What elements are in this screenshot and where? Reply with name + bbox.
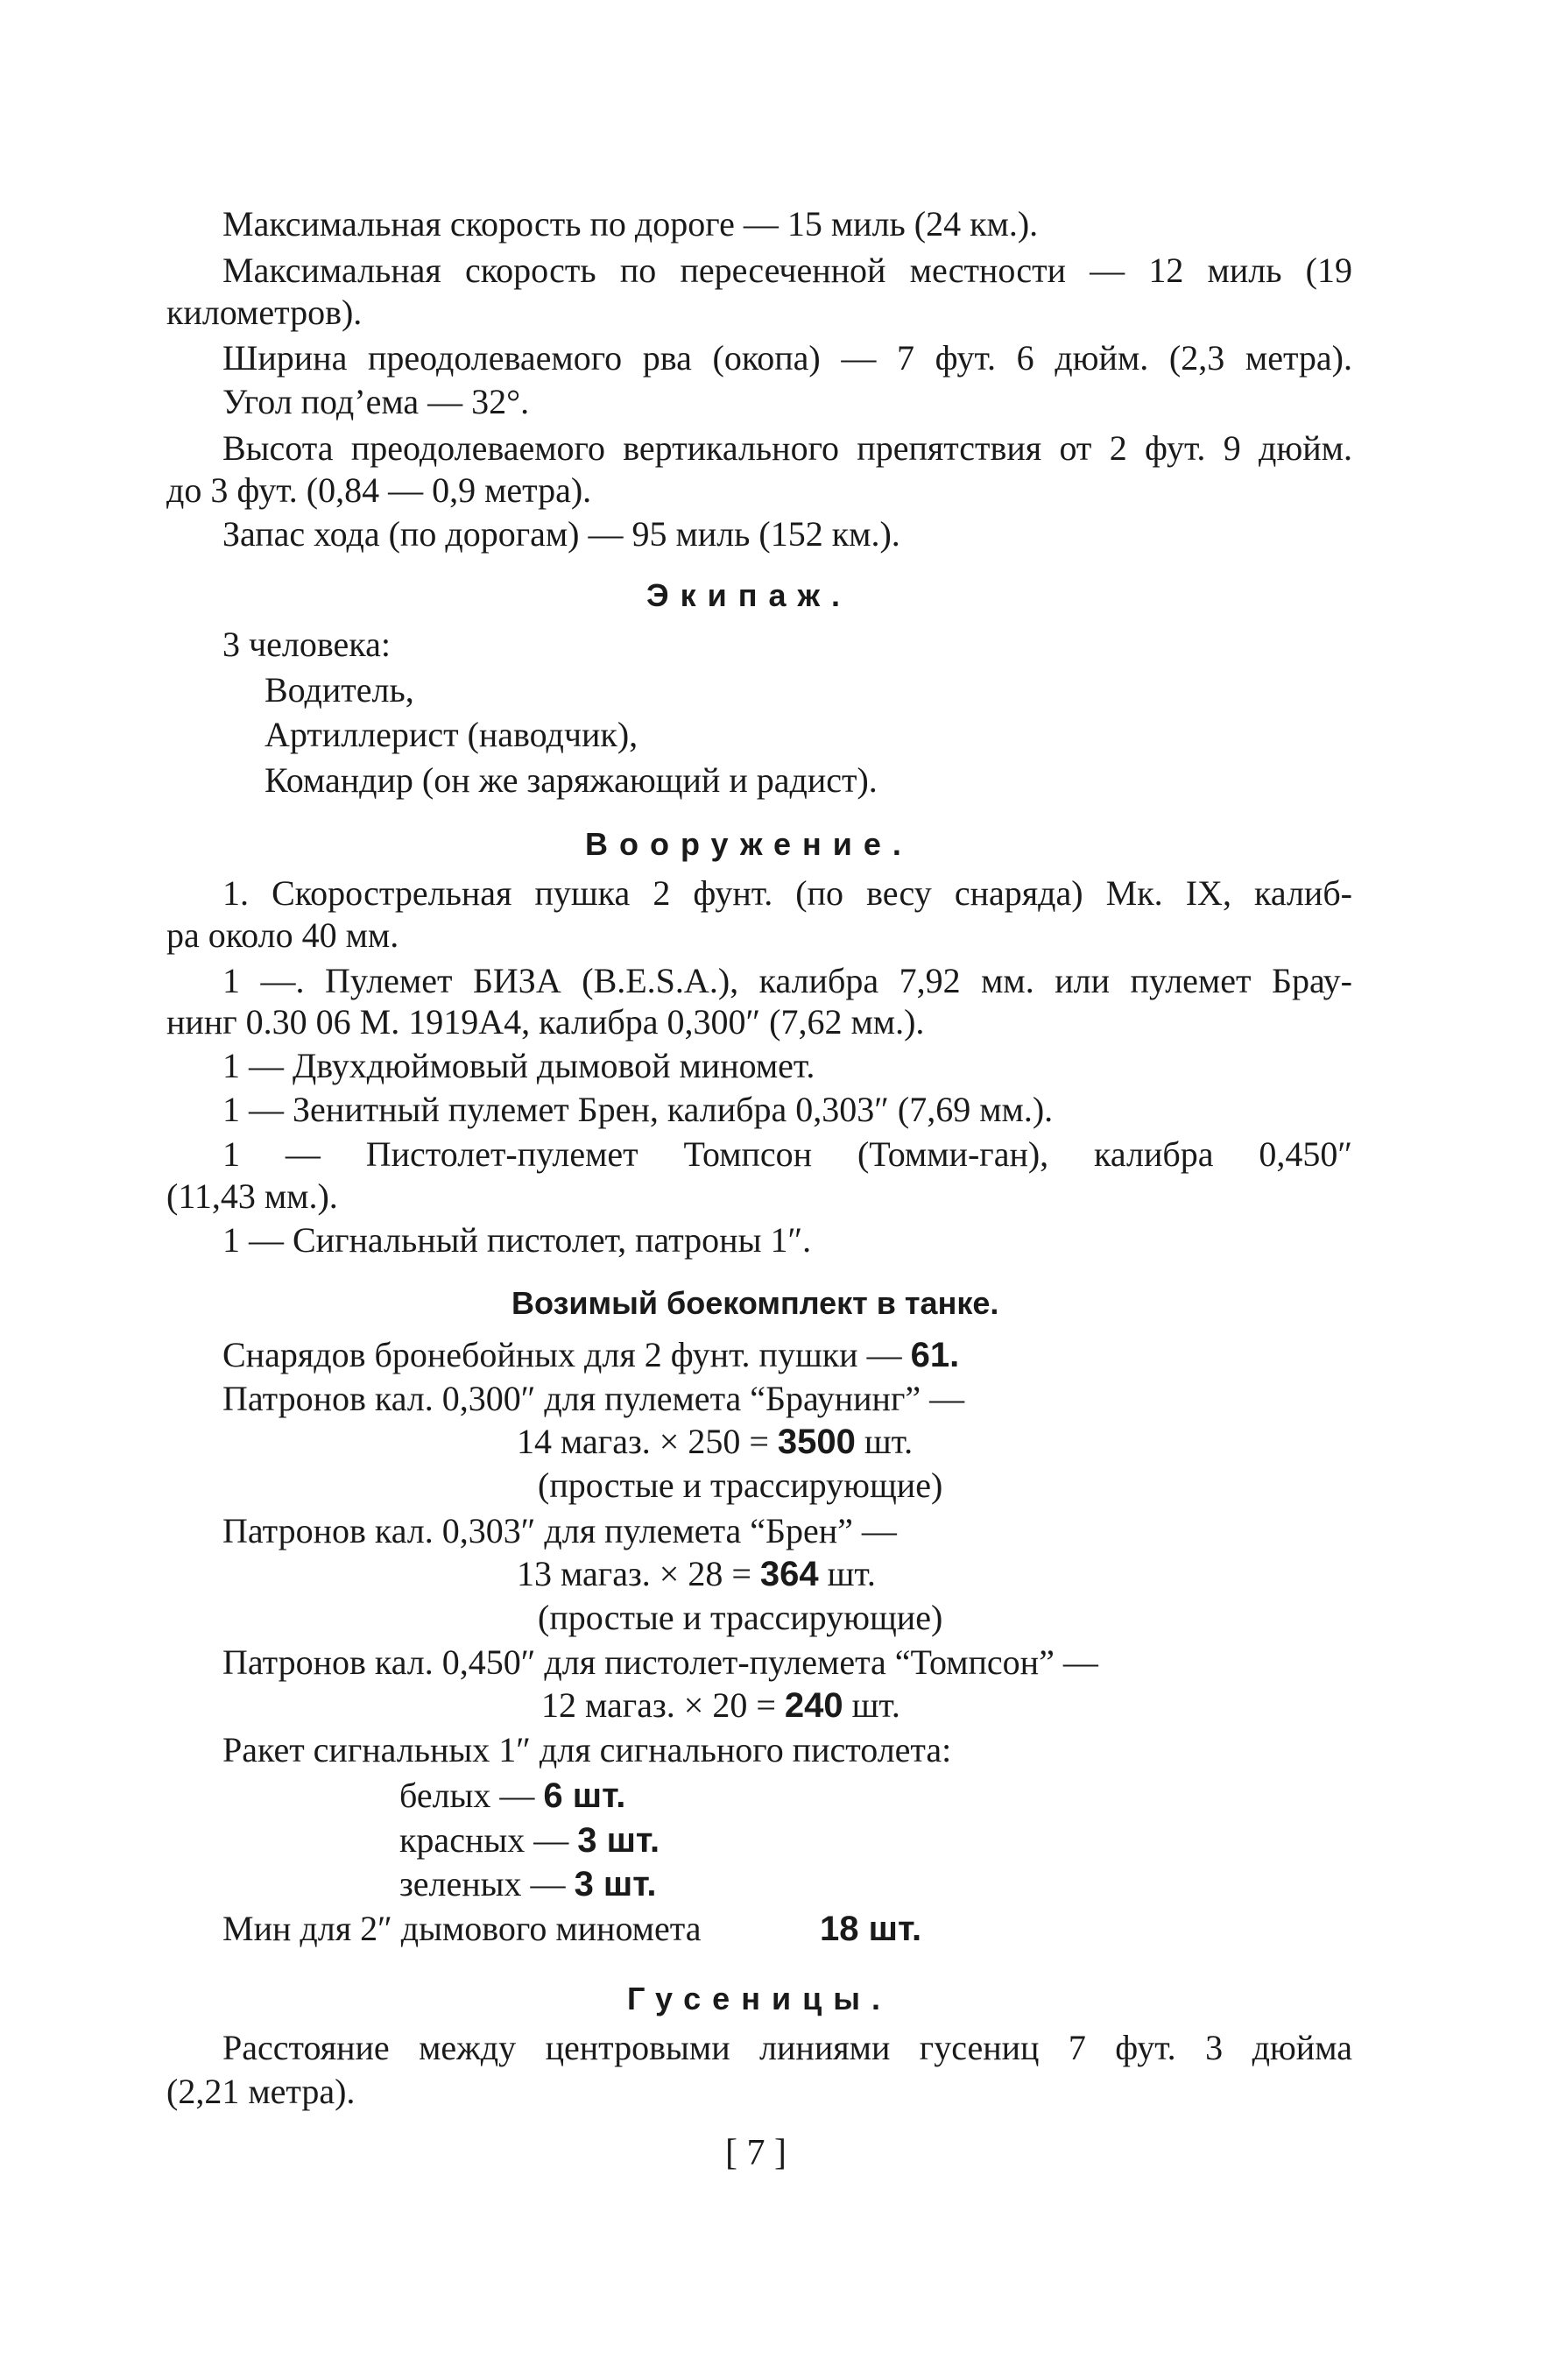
crew-member: Артиллерист (наводчик), bbox=[265, 715, 638, 754]
section-heading-tracks: Гусеницы. bbox=[627, 1981, 892, 2016]
ammo-flares: Ракет сигнальных 1″ для сигнального пистолета: bbox=[222, 1730, 952, 1769]
section-heading-ammo: Возимый боекомплект в танке. bbox=[511, 1285, 999, 1321]
ammo-shells-count: 61. bbox=[910, 1336, 960, 1374]
ammo-bren-count: 364 bbox=[759, 1555, 819, 1593]
armament-mg-line1: 1 —. Пулемет БИЗА (B.E.S.A.), калибра 7,92 мм. или пулемет Брау- bbox=[222, 961, 1352, 1000]
ammo-browning-note: (простые и трассирующие) bbox=[538, 1465, 943, 1505]
ammo-thompson: Патронов кал. 0,450″ для пистолет-пулемета “Томпсон” — bbox=[222, 1642, 1098, 1682]
ammo-thompson-count: 240 bbox=[784, 1686, 843, 1725]
spec-max-speed-road: Максимальная скорость по дороге — 15 миль (24 км.). bbox=[222, 204, 1039, 244]
ammo-mines: Мин для 2″ дымового миномета bbox=[222, 1909, 702, 1948]
ammo-bren-calc: 13 магаз. × 28 = 364 шт. bbox=[517, 1554, 876, 1593]
spec-max-speed-rough-line2: километров). bbox=[166, 293, 363, 332]
ammo-browning-count: 3500 bbox=[777, 1423, 856, 1461]
armament-gun-line2: ра около 40 мм. bbox=[166, 915, 399, 955]
ammo-browning-calc: 14 магаз. × 250 = 3500 шт. bbox=[517, 1422, 914, 1461]
armament-flare-pistol: 1 — Сигнальный пистолет, патроны 1″. bbox=[222, 1220, 812, 1260]
armament-gun-line1: 1. Скорострельная пушка 2 фунт. (по весу снаряда) Мк. IX, калиб- bbox=[222, 873, 1352, 913]
ammo-flares-red: красных — 3 шт. bbox=[399, 1820, 660, 1860]
page-number: [ 7 ] bbox=[725, 2133, 787, 2173]
tracks-line1: Расстояние между центровыми линиями гусениц 7 фут. 3 дюйма bbox=[222, 2028, 1352, 2067]
ammo-bren-note: (простые и трассирующие) bbox=[538, 1598, 943, 1637]
section-heading-crew: Экипаж. bbox=[646, 577, 852, 613]
crew-count: 3 человека: bbox=[222, 625, 391, 664]
section-heading-armament: Вооружение. bbox=[585, 826, 913, 862]
armament-mortar: 1 — Двухдюймовый дымовой миномет. bbox=[222, 1046, 815, 1085]
armament-mg-line2: нинг 0.30 06 М. 1919А4, калибра 0,300″ (7,62 мм.). bbox=[166, 1002, 925, 1042]
ammo-flares-red-count: 3 шт. bbox=[577, 1821, 660, 1860]
ammo-browning: Патронов кал. 0,300″ для пулемета “Браунинг” — bbox=[222, 1379, 965, 1418]
ammo-thompson-calc: 12 магаз. × 20 = 240 шт. bbox=[541, 1685, 900, 1725]
ammo-bren: Патронов кал. 0,303″ для пулемета “Брен” — bbox=[222, 1511, 897, 1550]
ammo-shells: Снарядов бронебойных для 2 фунт. пушки — 61. bbox=[222, 1335, 960, 1374]
spec-obstacle-line1: Высота преодолеваемого вертикального препятствия от 2 фут. 9 дюйм. bbox=[222, 428, 1352, 468]
ammo-mines-count: 18 шт. bbox=[820, 1910, 922, 1948]
armament-smg-line2: (11,43 мм.). bbox=[166, 1176, 338, 1216]
spec-trench-width: Ширина преодолеваемого рва (окопа) — 7 фут. 6 дюйм. (2,3 метра). bbox=[222, 338, 1352, 378]
spec-obstacle-line2: до 3 фут. (0,84 — 0,9 метра). bbox=[166, 470, 592, 510]
spec-climb-angle: Угол под’ема — 32°. bbox=[222, 382, 530, 421]
crew-member: Водитель, bbox=[265, 670, 414, 710]
armament-aa-mg: 1 — Зенитный пулемет Брен, калибра 0,303″ (7,69 мм.). bbox=[222, 1090, 1054, 1129]
spec-max-speed-rough-line1: Максимальная скорость по пересеченной местности — 12 миль (19 bbox=[222, 251, 1352, 290]
crew-member: Командир (он же заряжающий и радист). bbox=[265, 760, 878, 800]
ammo-flares-green: зеленых — 3 шт. bbox=[399, 1864, 657, 1903]
ammo-flares-green-count: 3 шт. bbox=[574, 1865, 657, 1903]
tracks-line2: (2,21 метра). bbox=[166, 2072, 356, 2111]
ammo-flares-white: белых — 6 шт. bbox=[399, 1776, 626, 1815]
spec-range: Запас хода (по дорогам) — 95 миль (152 км.). bbox=[222, 514, 900, 554]
ammo-flares-white-count: 6 шт. bbox=[543, 1776, 626, 1815]
armament-smg-line1: 1 — Пистолет-пулемет Томпсон (Томми-ган), калибра 0,450″ bbox=[222, 1134, 1352, 1174]
